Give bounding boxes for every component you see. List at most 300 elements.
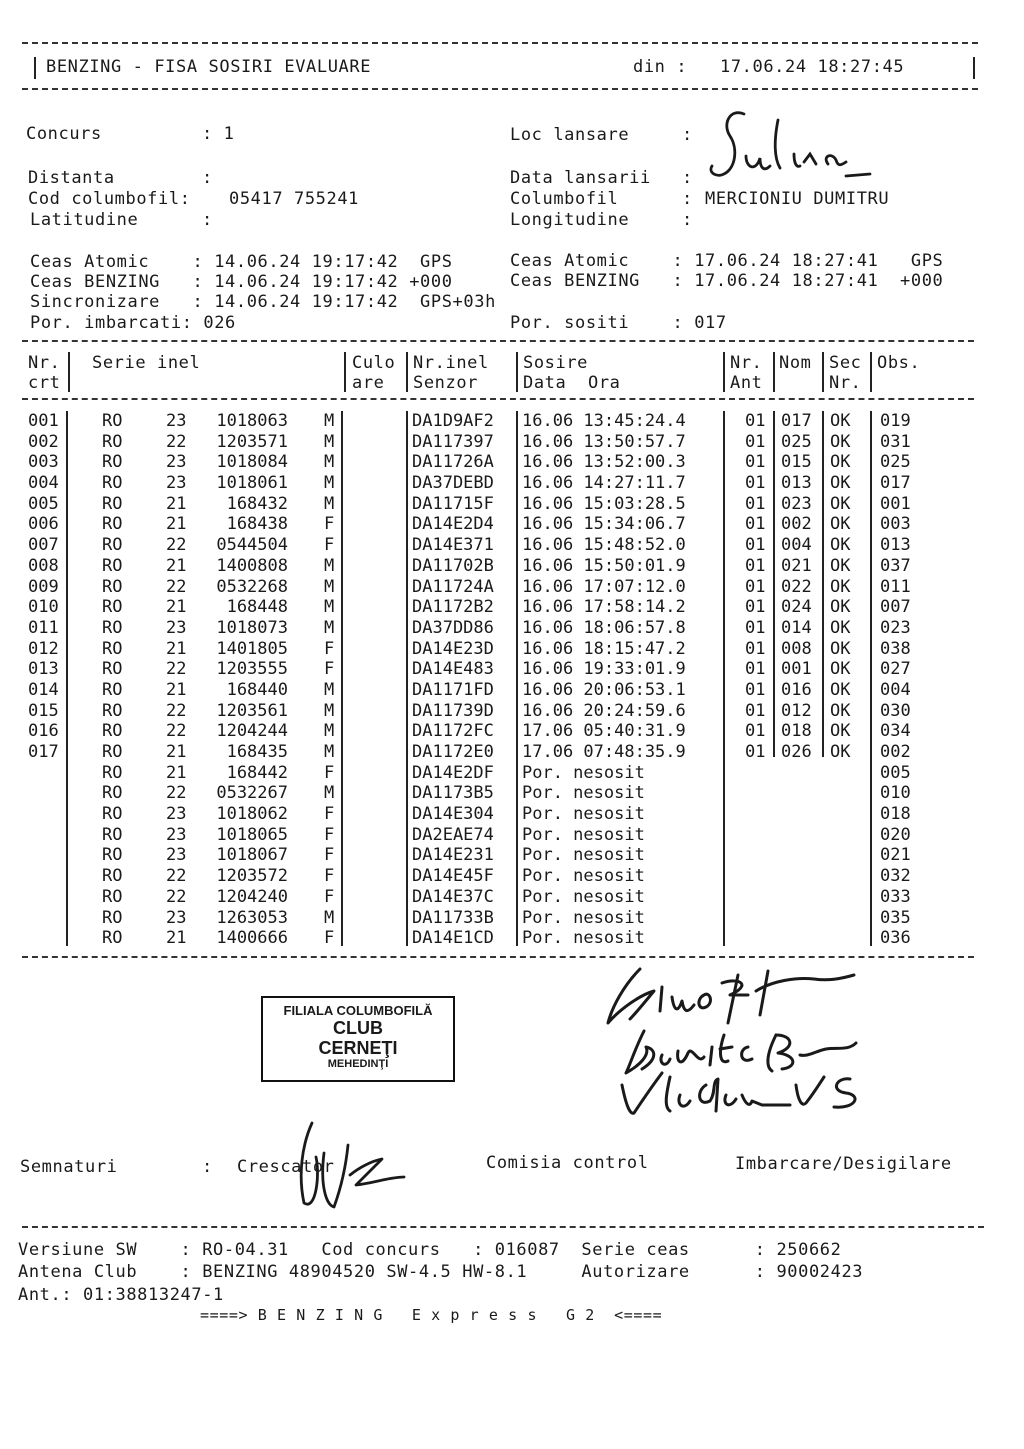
table-cell-nom: 021	[781, 555, 812, 576]
col-header-nrinel: Nr.inel	[413, 353, 489, 373]
col-header-obs: Obs.	[877, 353, 921, 373]
table-cell-obs: 011	[880, 576, 911, 597]
table-cell-crt: 007	[28, 535, 59, 556]
table-cell-sosire: 16.06 20:24:59.6	[522, 700, 686, 721]
table-cell-tara: RO	[102, 576, 123, 597]
table-cell-an: 21	[166, 679, 187, 700]
table-cell-nr: 168435	[226, 742, 288, 762]
antenna-club-line: Antena Club : BENZING 48904520 SW-4.5 HW-8.1 Autorizare : 90002423	[18, 1262, 864, 1282]
table-cell-senzor: DA14E2DF	[412, 762, 494, 783]
table-cell-sex: M	[324, 617, 335, 638]
table-cell-sosire: 16.06 13:52:00.3	[522, 452, 686, 473]
handwritten-location	[700, 106, 880, 186]
table-cell-sec: OK	[830, 597, 851, 618]
separator-line	[516, 352, 518, 392]
table-cell-senzor: DA11724A	[412, 576, 494, 597]
table-cell-crt	[28, 845, 59, 866]
table-cell-sec: OK	[830, 679, 851, 700]
column-ring-number	[196, 411, 288, 949]
table-cell-sex: F	[324, 886, 335, 907]
table-cell-tara: RO	[102, 866, 123, 887]
table-cell-crt	[28, 804, 59, 825]
table-cell-nom: 024	[781, 597, 812, 618]
table-cell-senzor: DA2EAE74	[412, 824, 494, 845]
table-cell-sex: M	[324, 576, 335, 597]
table-cell-nr: 1400808	[216, 555, 288, 576]
table-cell-an: 21	[166, 597, 187, 618]
table-cell-crt	[28, 887, 59, 908]
table-cell-ant: 01	[745, 493, 766, 514]
table-cell-senzor: DA1171FD	[412, 679, 494, 700]
table-cell-tara: RO	[102, 555, 123, 576]
table-cell-obs: 033	[880, 886, 911, 907]
table-cell-crt	[28, 763, 59, 784]
separator-line	[22, 88, 978, 90]
table-cell-crt: 006	[28, 514, 59, 535]
table-cell-tara: RO	[102, 928, 123, 949]
column-country	[102, 411, 122, 949]
stamp-line: MEHEDINŢI	[327, 1058, 389, 1070]
table-cell-crt	[28, 825, 59, 846]
col-header-serie: Serie inel	[92, 353, 201, 373]
table-cell-tara: RO	[102, 411, 123, 431]
separator-line	[406, 352, 408, 392]
loc-lansare-label: Loc lansare	[510, 125, 630, 145]
table-cell-sec: OK	[830, 721, 851, 742]
table-cell-crt: 011	[28, 617, 59, 638]
table-cell-sec: OK	[830, 742, 851, 762]
table-cell-sec: OK	[830, 452, 851, 473]
table-cell-obs: 007	[880, 597, 911, 618]
table-cell-nr: 168448	[226, 597, 288, 618]
table-cell-an: 21	[166, 928, 187, 949]
table-cell-obs: 010	[880, 783, 911, 804]
table-cell-an: 23	[166, 804, 187, 825]
separator-line	[870, 352, 872, 392]
table-cell-sec: OK	[830, 473, 851, 494]
table-cell-tara: RO	[102, 679, 123, 700]
table-cell-tara: RO	[102, 659, 123, 680]
table-cell-sex: M	[324, 431, 335, 452]
table-cell-tara: RO	[102, 452, 123, 473]
table-cell-an: 21	[166, 742, 187, 762]
table-cell-nr: 0544504	[216, 535, 288, 556]
table-cell-senzor: DA11733B	[412, 907, 494, 928]
table-cell-sec: OK	[830, 659, 851, 680]
table-cell-ant: 01	[745, 679, 766, 700]
table-cell-obs: 005	[880, 762, 911, 783]
table-cell-senzor: DA14E1CD	[412, 928, 494, 949]
signatures-label: Semnaturi	[20, 1157, 118, 1177]
table-cell-ant	[745, 908, 765, 929]
column-crt	[28, 411, 59, 949]
concurs-value: : 1	[202, 124, 235, 144]
table-cell-an: 22	[166, 535, 187, 556]
table-cell-an: 22	[166, 886, 187, 907]
table-cell-ant	[745, 783, 765, 804]
column-year	[166, 411, 186, 949]
table-cell-sec	[830, 804, 850, 825]
table-cell-sosire: 16.06 13:50:57.7	[522, 431, 686, 452]
table-cell-obs: 025	[880, 452, 911, 473]
table-cell-nom: 001	[781, 659, 812, 680]
column-sensor	[412, 411, 494, 949]
col-header-nr: Nr.	[28, 353, 61, 373]
crescator-label: Crescator	[237, 1157, 335, 1177]
table-cell-sex: M	[324, 907, 335, 928]
distanta-value: :	[202, 168, 213, 188]
col-header-crt: crt	[28, 373, 61, 393]
col-header-nr-ant: Nr.	[730, 353, 763, 373]
antenna-id-line: Ant.: 01:38813247-1	[18, 1285, 224, 1305]
table-cell-nr: 1018084	[216, 452, 288, 473]
table-cell-sec	[830, 866, 850, 887]
table-cell-senzor: DA1173B5	[412, 783, 494, 804]
table-cell-sex: M	[324, 452, 335, 473]
table-cell-sec: OK	[830, 411, 851, 431]
table-cell-tara: RO	[102, 700, 123, 721]
table-cell-nom: 014	[781, 617, 812, 638]
separator-line	[973, 57, 975, 79]
table-cell-senzor: DA1D9AF2	[412, 411, 494, 431]
table-cell-sex: F	[324, 804, 335, 825]
table-cell-nom: 017	[781, 411, 812, 431]
table-cell-obs: 003	[880, 514, 911, 535]
table-cell-ant	[745, 804, 765, 825]
table-cell-sec: OK	[830, 555, 851, 576]
table-cell-obs: 019	[880, 411, 911, 431]
table-cell-crt: 009	[28, 576, 59, 597]
separator-line	[22, 340, 974, 342]
table-cell-nr: 1204240	[216, 886, 288, 907]
col-header-are: are	[352, 373, 385, 393]
col-header-ant: Ant	[730, 373, 763, 393]
table-cell-sosire: 16.06 20:06:53.1	[522, 679, 686, 700]
table-cell-ant: 01	[745, 742, 766, 762]
loc-lansare-value: :	[682, 125, 693, 145]
table-cell-sosire: 16.06 18:06:57.8	[522, 617, 686, 638]
table-cell-tara: RO	[102, 597, 123, 618]
table-cell-an: 22	[166, 700, 187, 721]
table-cell-nom	[781, 887, 812, 908]
table-cell-nom	[781, 908, 812, 929]
table-cell-sex: F	[324, 514, 335, 535]
separator-line	[723, 352, 725, 392]
table-cell-tara: RO	[102, 886, 123, 907]
table-cell-an: 23	[166, 845, 187, 866]
columbofil-label: Columbofil	[510, 189, 619, 209]
table-cell-sec: OK	[830, 700, 851, 721]
table-cell-sosire: 17.06 07:48:35.9	[522, 742, 686, 762]
table-cell-sosire: Por. nesosit	[522, 783, 645, 804]
date-label: din :	[633, 57, 688, 77]
stamp-line: CLUB	[333, 1018, 383, 1038]
cod-columbofil-value: 05417 755241	[229, 189, 360, 209]
table-cell-ant: 01	[745, 721, 766, 742]
col-header-sec-nr: Nr.	[829, 373, 862, 393]
longitudine-label: Longitudine	[510, 210, 630, 230]
table-cell-senzor: DA14E231	[412, 845, 494, 866]
table-cell-crt: 002	[28, 431, 59, 452]
table-cell-sosire: 16.06 14:27:11.7	[522, 473, 686, 494]
separator-line	[822, 352, 824, 392]
table-cell-ant: 01	[745, 700, 766, 721]
comisia-label: Comisia control	[486, 1153, 649, 1173]
table-cell-an: 23	[166, 473, 187, 494]
table-cell-tara: RO	[102, 473, 123, 494]
table-cell-sex: M	[324, 721, 335, 742]
pigeons-basketed: Por. imbarcati: 026	[30, 313, 236, 333]
table-cell-sex: M	[324, 742, 335, 762]
distanta-label: Distanta	[28, 168, 115, 188]
table-cell-ant: 01	[745, 452, 766, 473]
table-cell-crt: 016	[28, 721, 59, 742]
table-cell-nr: 168438	[226, 514, 288, 535]
table-cell-obs: 032	[880, 866, 911, 887]
table-cell-sex: M	[324, 473, 335, 494]
table-cell-ant: 01	[745, 431, 766, 452]
table-cell-nr: 1400666	[216, 928, 288, 949]
separator-line	[773, 411, 775, 757]
table-cell-senzor: DA37DEBD	[412, 473, 494, 494]
table-cell-nom: 022	[781, 576, 812, 597]
table-cell-an: 21	[166, 514, 187, 535]
table-cell-nr: 168442	[226, 762, 288, 783]
table-cell-tara: RO	[102, 845, 123, 866]
column-obs	[880, 411, 911, 949]
longitudine-value: :	[682, 210, 693, 230]
col-header-nom: Nom	[779, 353, 812, 373]
table-cell-tara: RO	[102, 638, 123, 659]
table-cell-nr: 1018073	[216, 617, 288, 638]
table-cell-obs: 002	[880, 742, 911, 762]
table-cell-sec: OK	[830, 514, 851, 535]
separator-line	[822, 411, 824, 757]
table-cell-sex: M	[324, 700, 335, 721]
data-lansarii-label: Data lansarii	[510, 168, 651, 188]
document-title: BENZING - FISA SOSIRI EVALUARE	[46, 57, 372, 77]
table-cell-senzor: DA14E371	[412, 535, 494, 556]
table-cell-sex: F	[324, 535, 335, 556]
table-cell-nr: 1263053	[216, 907, 288, 928]
concurs-label: Concurs	[26, 124, 102, 144]
table-cell-nr: 1018061	[216, 473, 288, 494]
table-cell-sosire: 16.06 19:33:01.9	[522, 659, 686, 680]
column-sec	[830, 411, 850, 949]
table-cell-nom	[781, 866, 812, 887]
table-cell-sosire: 16.06 17:07:12.0	[522, 576, 686, 597]
table-cell-crt: 015	[28, 700, 59, 721]
table-cell-sec	[830, 887, 850, 908]
table-cell-sec	[830, 845, 850, 866]
table-cell-obs: 038	[880, 638, 911, 659]
table-cell-crt: 004	[28, 473, 59, 494]
table-cell-ant	[745, 866, 765, 887]
table-cell-ant: 01	[745, 514, 766, 535]
table-cell-ant	[745, 928, 765, 949]
col-header-sec: Sec	[829, 353, 862, 373]
table-cell-sosire: 16.06 13:45:24.4	[522, 411, 686, 431]
table-cell-ant	[745, 845, 765, 866]
table-cell-obs: 004	[880, 679, 911, 700]
table-cell-obs: 021	[880, 845, 911, 866]
table-cell-obs: 031	[880, 431, 911, 452]
table-cell-an: 22	[166, 783, 187, 804]
table-cell-sec: OK	[830, 493, 851, 514]
table-cell-sosire: 16.06 15:50:01.9	[522, 555, 686, 576]
table-cell-obs: 017	[880, 473, 911, 494]
table-cell-ant: 01	[745, 535, 766, 556]
table-cell-obs: 030	[880, 700, 911, 721]
separator-line	[66, 411, 68, 946]
table-cell-tara: RO	[102, 824, 123, 845]
table-cell-sex: M	[324, 783, 335, 804]
table-cell-tara: RO	[102, 742, 123, 762]
table-cell-crt: 010	[28, 597, 59, 618]
table-cell-senzor: DA1172FC	[412, 721, 494, 742]
table-cell-nr: 1203555	[216, 659, 288, 680]
table-cell-sosire: 16.06 17:58:14.2	[522, 597, 686, 618]
table-cell-senzor: DA14E2D4	[412, 514, 494, 535]
table-cell-tara: RO	[102, 431, 123, 452]
table-cell-sec	[830, 908, 850, 929]
column-sex	[324, 411, 334, 949]
table-cell-tara: RO	[102, 535, 123, 556]
table-cell-sec	[830, 825, 850, 846]
table-cell-obs: 037	[880, 555, 911, 576]
table-cell-crt	[28, 866, 59, 887]
table-cell-sec	[830, 783, 850, 804]
table-cell-nr: 0532268	[216, 576, 288, 597]
table-cell-an: 22	[166, 659, 187, 680]
table-cell-sec: OK	[830, 535, 851, 556]
table-cell-ant	[745, 825, 765, 846]
table-cell-nr: 1204244	[216, 721, 288, 742]
separator-line	[870, 411, 872, 946]
table-cell-sec: OK	[830, 617, 851, 638]
table-cell-nom: 023	[781, 493, 812, 514]
table-cell-an: 22	[166, 721, 187, 742]
signatures-colon: :	[202, 1157, 213, 1177]
table-cell-obs: 027	[880, 659, 911, 680]
table-cell-sosire: Por. nesosit	[522, 907, 645, 928]
separator-line	[22, 42, 978, 44]
table-cell-sec: OK	[830, 431, 851, 452]
column-nom	[781, 411, 812, 949]
table-cell-sec	[830, 928, 850, 949]
table-cell-nom: 025	[781, 431, 812, 452]
table-cell-nom: 013	[781, 473, 812, 494]
table-cell-sec	[830, 763, 850, 784]
table-cell-crt: 013	[28, 659, 59, 680]
table-cell-sosire: Por. nesosit	[522, 866, 645, 887]
separator-line	[406, 411, 408, 946]
table-cell-nr: 1018065	[216, 824, 288, 845]
table-cell-senzor: DA11739D	[412, 700, 494, 721]
table-cell-ant	[745, 887, 765, 908]
table-cell-obs: 036	[880, 928, 911, 949]
separator-line	[22, 398, 974, 400]
table-cell-sec: OK	[830, 576, 851, 597]
latitudine-value: :	[202, 210, 213, 230]
clock-atomic-end: Ceas Atomic : 17.06.24 18:27:41 GPS	[510, 251, 944, 271]
table-cell-nr: 1203572	[216, 866, 288, 887]
table-cell-ant: 01	[745, 473, 766, 494]
table-cell-tara: RO	[102, 762, 123, 783]
table-cell-crt: 017	[28, 742, 59, 762]
table-cell-senzor: DA11702B	[412, 555, 494, 576]
table-cell-senzor: DA14E45F	[412, 866, 494, 887]
table-cell-obs: 023	[880, 617, 911, 638]
table-cell-nr: 168440	[226, 679, 288, 700]
table-cell-nom: 002	[781, 514, 812, 535]
clock-atomic-start: Ceas Atomic : 14.06.24 19:17:42 GPS	[30, 252, 453, 272]
table-cell-senzor: DA14E304	[412, 804, 494, 825]
separator-line	[773, 352, 775, 392]
table-cell-nom: 012	[781, 700, 812, 721]
table-cell-an: 21	[166, 493, 187, 514]
table-cell-sex: M	[324, 411, 335, 431]
table-cell-crt: 012	[28, 638, 59, 659]
table-cell-ant: 01	[745, 597, 766, 618]
table-cell-sex: F	[324, 824, 335, 845]
table-cell-crt	[28, 908, 59, 929]
table-cell-senzor: DA14E483	[412, 659, 494, 680]
table-cell-tara: RO	[102, 907, 123, 928]
clock-benzing-end: Ceas BENZING : 17.06.24 18:27:41 +000	[510, 271, 944, 291]
table-cell-crt	[28, 783, 59, 804]
table-cell-sosire: Por. nesosit	[522, 845, 645, 866]
table-cell-sex: F	[324, 762, 335, 783]
pigeons-arrived: Por. sositi : 017	[510, 313, 727, 333]
table-cell-sex: M	[324, 679, 335, 700]
column-arrival	[522, 411, 686, 949]
table-cell-nr: 1401805	[216, 638, 288, 659]
separator-line	[68, 352, 70, 392]
table-cell-nr: 168432	[226, 493, 288, 514]
table-cell-an: 21	[166, 762, 187, 783]
table-cell-tara: RO	[102, 783, 123, 804]
table-cell-sex: M	[324, 597, 335, 618]
stamp-line: FILIALA COLUMBOFILĂ	[283, 1003, 433, 1018]
column-antenna	[745, 411, 765, 949]
table-cell-tara: RO	[102, 804, 123, 825]
table-cell-senzor: DA11726A	[412, 452, 494, 473]
table-cell-obs: 034	[880, 721, 911, 742]
table-cell-obs: 020	[880, 824, 911, 845]
table-cell-obs: 013	[880, 535, 911, 556]
table-cell-crt: 003	[28, 452, 59, 473]
club-stamp	[261, 996, 455, 1082]
breeder-signature	[290, 1115, 420, 1215]
table-cell-crt: 001	[28, 411, 59, 431]
table-cell-an: 21	[166, 638, 187, 659]
table-cell-an: 22	[166, 866, 187, 887]
table-cell-sex: M	[324, 493, 335, 514]
table-cell-sec: OK	[830, 638, 851, 659]
table-cell-nr: 0532267	[216, 783, 288, 804]
table-cell-sosire: 16.06 15:34:06.7	[522, 514, 686, 535]
table-cell-sex: F	[324, 659, 335, 680]
table-cell-nom: 016	[781, 679, 812, 700]
table-cell-nom: 015	[781, 452, 812, 473]
table-cell-senzor: DA1172E0	[412, 742, 494, 762]
table-cell-nom	[781, 783, 812, 804]
table-cell-nom	[781, 928, 812, 949]
columbofil-name: MERCIONIU DUMITRU	[705, 189, 890, 209]
table-cell-crt: 008	[28, 555, 59, 576]
table-cell-ant: 01	[745, 638, 766, 659]
